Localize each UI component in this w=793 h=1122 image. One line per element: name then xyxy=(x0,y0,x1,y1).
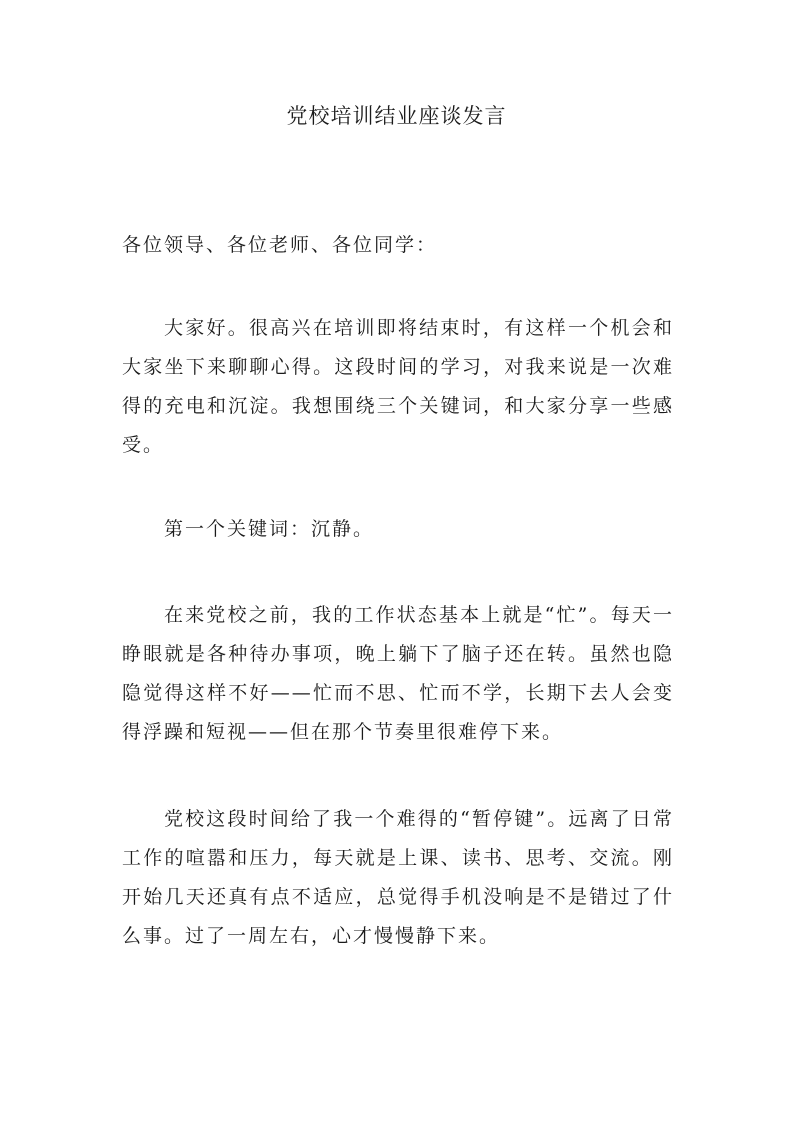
paragraph-busy-state: 在来党校之前，我的工作状态基本上就是“忙”。每天一睁眼就是各种待办事项，晚上躺下了脑子还在转。虽然也隐隐觉得这样不好——忙而不思、忙而不学，长期下去人会变得浮躁和短视——但在那个节奏里很难停下来。 xyxy=(122,604,674,743)
paragraph-keyword-heading: 第一个关键词：沉静。 xyxy=(164,518,375,540)
salutation: 各位领导、各位老师、各位同学： xyxy=(122,234,438,256)
document-title: 党校培训结业座谈发言 xyxy=(286,104,507,128)
paragraph-pause-key: 党校这段时间给了我一个难得的“暂停键”。远离了日常工作的喧嚣和压力，每天就是上课、读书、思考、交流。刚开始几天还真有点不适应，总觉得手机没响是不是错过了什么事。过了一周左右，心才慢慢静下来。 xyxy=(122,808,674,947)
paragraph-greeting: 大家好。很高兴在培训即将结束时，有这样一个机会和大家坐下来聊聊心得。这段时间的学习，对我来说是一次难得的充电和沉淀。我想围绕三个关键词，和大家分享一些感受。 xyxy=(122,317,674,456)
